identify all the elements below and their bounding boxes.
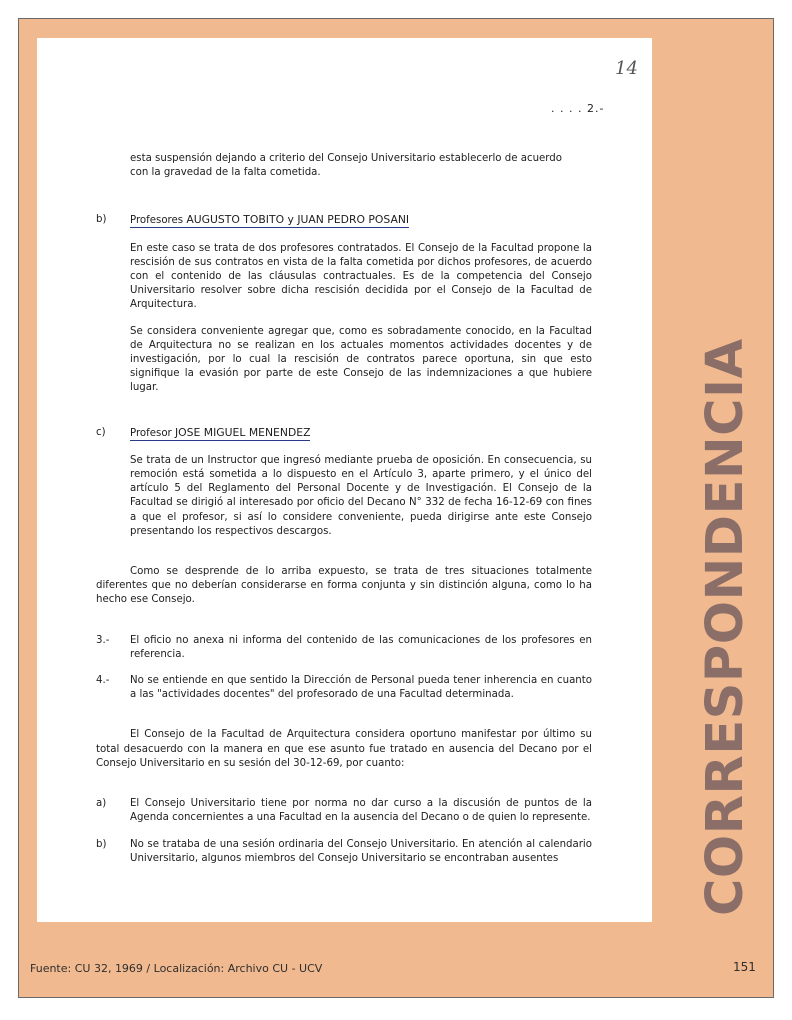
item-c-label: c) xyxy=(96,426,106,438)
item-c-title-names: JOSE MIGUEL MENENDEZ xyxy=(175,425,311,439)
intro-line-1: esta suspensión dejando a criterio del Consejo Universitario establecerlo de acuerdo xyxy=(130,153,562,164)
item-a2 xyxy=(96,797,592,825)
item-b2 xyxy=(96,838,592,866)
page-number: 151 xyxy=(733,960,756,974)
item-b-heading xyxy=(96,213,592,228)
item-b2-text: No se trataba de una sesión ordinaria del Consejo Universitario. En atención al calendario Universitario, algunos miembros del Consejo Universitario se encontraban ausentes xyxy=(130,838,592,864)
item-b-label: b) xyxy=(96,214,107,226)
item-a2-text: El Consejo Universitario tiene por norma no dar curso a la discusión de puntos de la Agenda concernientes a una Facultad en la ausencia del Decano o de quien lo represente. xyxy=(130,798,592,824)
item-a2-label: a) xyxy=(96,798,107,810)
item-b-title-names: AUGUSTO TOBITO y JUAN PEDRO POSANI xyxy=(186,213,410,227)
item-3 xyxy=(96,634,592,662)
item-c-title-prefix: Profesor xyxy=(130,427,172,439)
intro-line-2: con la gravedad de la falta cometida. xyxy=(130,167,321,179)
intro-paragraph xyxy=(96,152,592,180)
item-3-label: 3.- xyxy=(96,634,110,646)
document-body xyxy=(96,152,592,866)
final-paragraph: El Consejo de la Facultad de Arquitectura considera oportuno manifestar por último su total desacuerdo con la manera en que ese asunto fue tratado en ausencia del Decano por el Consejo Universitario en su sesión del 30-12-69, por cuanto: xyxy=(96,729,592,769)
item-4-text: No se entiende en que sentido la Dirección de Personal pueda tener inherencia en cuanto a las "actividades docentes" del profesorado de una Facultad determinada. xyxy=(130,675,592,701)
item-4 xyxy=(96,674,592,702)
item-c-title xyxy=(130,425,311,441)
item-b-title xyxy=(130,215,409,228)
handwritten-page-number: 14 xyxy=(615,58,638,79)
item-c-heading xyxy=(96,426,592,441)
item-b2-label: b) xyxy=(96,838,107,850)
item-b-title-prefix: Profesores xyxy=(130,215,184,227)
item-c-paragraph-1: Se trata de un Instructor que ingresó mediante prueba de oposición. En consecuencia, su remoción está sometida a lo dispuesto en el Artículo 3, aparte primero, y el único del artículo 5 del Reglamento del Personal Docente y de Investigación. El Consejo de la Facultad se dirigió al interesado por oficio del Decano N° 332 de fecha 16-12-69 con fines a que el profesor, si así lo considere conveniente, pueda dirigirse ante este Consejo presentando los respectivos descargos. xyxy=(130,454,592,537)
footer-source: Fuente: CU 32, 1969 / Localización: Archivo CU - UCV xyxy=(30,962,323,975)
item-3-text: El oficio no anexa ni informa del contenido de las comunicaciones de los profesores en referencia. xyxy=(130,634,592,660)
item-b-paragraph-1: En este caso se trata de dos profesores contratados. El Consejo de la Facultad propone la rescisión de sus contratos en vista de la falta cometida por dichos profesores, de acuerdo con el contenido de las cláusulas contractuales. Es de la competencia del Consejo Universitario resolver sobre dicha rescisión decidida por el Consejo de la Facultad de Arquitectura. xyxy=(130,242,592,311)
item-b-paragraph-2: Se considera conveniente agregar que, como es sobradamente conocido, en la Facultad de Arquitectura no se realizan en los actuales momentos actividades docentes y de investigación, por lo cual la rescisión de contratos parece oportuna, sin que esto signifique la evasión por parte de este Consejo de las indemnizaciones a que hubiere lugar. xyxy=(130,325,592,394)
page-continuation-marker: . . . . 2.- xyxy=(551,102,605,115)
item-4-label: 4.- xyxy=(96,675,110,687)
section-title-vertical: CORRESPONDENCIA xyxy=(696,338,755,916)
summary-paragraph: Como se desprende de lo arriba expuesto, se trata de tres situaciones totalmente diferentes que no deberían considerarse en forma conjunta y sin distinción alguna, como lo ha hecho ese Consejo. xyxy=(96,566,592,606)
